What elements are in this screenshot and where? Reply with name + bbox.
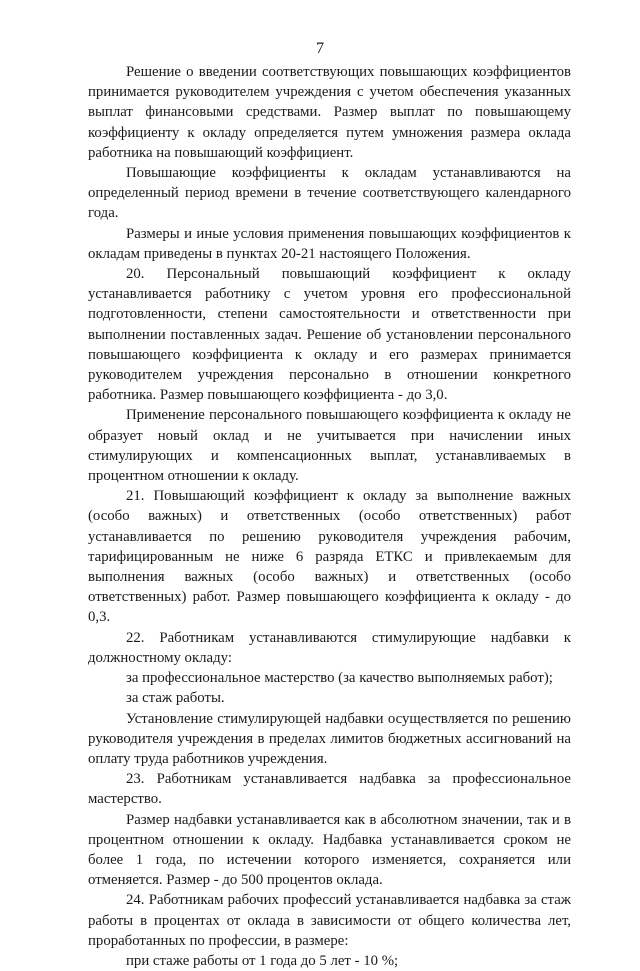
paragraph-item-21: 21. Повышающий коэффициент к окладу за выполнение важных (особо важных) и ответственных (особо ответственных) работ устанавливается по решению руководителя учреждения рабочим, тарифицированным не ниже 6 разряда ЕТКС и привлекаемым для выполнения важных (особо важных) и ответственных (особо ответственных) работ. Размер повышающего коэффициента к окладу - до 0,3. — [88, 488, 571, 626]
list-item: за стаж работы. — [126, 690, 225, 707]
paragraph-item-22: 22. Работникам устанавливаются стимулирующие надбавки к должностному окладу: — [88, 629, 571, 666]
paragraph: Применение персонального повышающего коэффициента к окладу не образует новый оклад и не учитывается при начислении иных стимулирующих и компенсационных выплат, устанавливаемых в процентном отношении к окладу. — [88, 407, 571, 485]
paragraph: Повышающие коэффициенты к окладам устанавливаются на определенный период времени в течение соответствующего календарного года. — [88, 165, 571, 222]
paragraph: Установление стимулирующей надбавки осуществляется по решению руководителя учреждения в пределах лимитов бюджетных ассигнований на оплату труда работников учреждения. — [88, 710, 571, 767]
document-body — [88, 62, 571, 971]
paragraph-item-20: 20. Персональный повышающий коэффициент к окладу устанавливается работнику с учетом уровня его профессиональной подготовленности, степени самостоятельности и ответственности при выполнении поставленных задач. Решение об установлении персонального повышающего коэффициента к окладу и его размерах принимается руководителем учреждения персонально в отношении конкретного работника. Размер повышающего коэффициента - до 3,0. — [88, 266, 571, 404]
paragraph: Решение о введении соответствующих повышающих коэффициентов принимается руководителем учреждения с учетом обеспечения указанных выплат финансовыми средствами. Размер выплат по повышающему коэффициенту к окладу определяется путем умножения размера оклада работника на повышающий коэффициент. — [88, 64, 571, 161]
page-number: 7 — [316, 40, 324, 57]
paragraph-item-24: 24. Работникам рабочих профессий устанавливается надбавка за стаж работы в процентах от оклада в зависимости от общего количества лет, проработанных по профессии, в размере: — [88, 892, 571, 949]
paragraph: Размеры и иные условия применения повышающих коэффициентов к окладам приведены в пунктах 20-21 настоящего Положения. — [88, 225, 571, 262]
list-item: за профессиональное мастерство (за качество выполняемых работ); — [126, 670, 553, 687]
paragraph-item-23: 23. Работникам устанавливается надбавка за профессиональное мастерство. — [88, 771, 571, 808]
list-item: при стаже работы от 1 года до 5 лет - 10 %; — [126, 952, 399, 969]
paragraph: Размер надбавки устанавливается как в абсолютном значении, так и в процентном отношении к окладу. Надбавка устанавливается сроком не более 1 года, по истечении которого изменяется, сохраняется или отменяется. Размер - до 500 процентов оклада. — [88, 811, 571, 889]
